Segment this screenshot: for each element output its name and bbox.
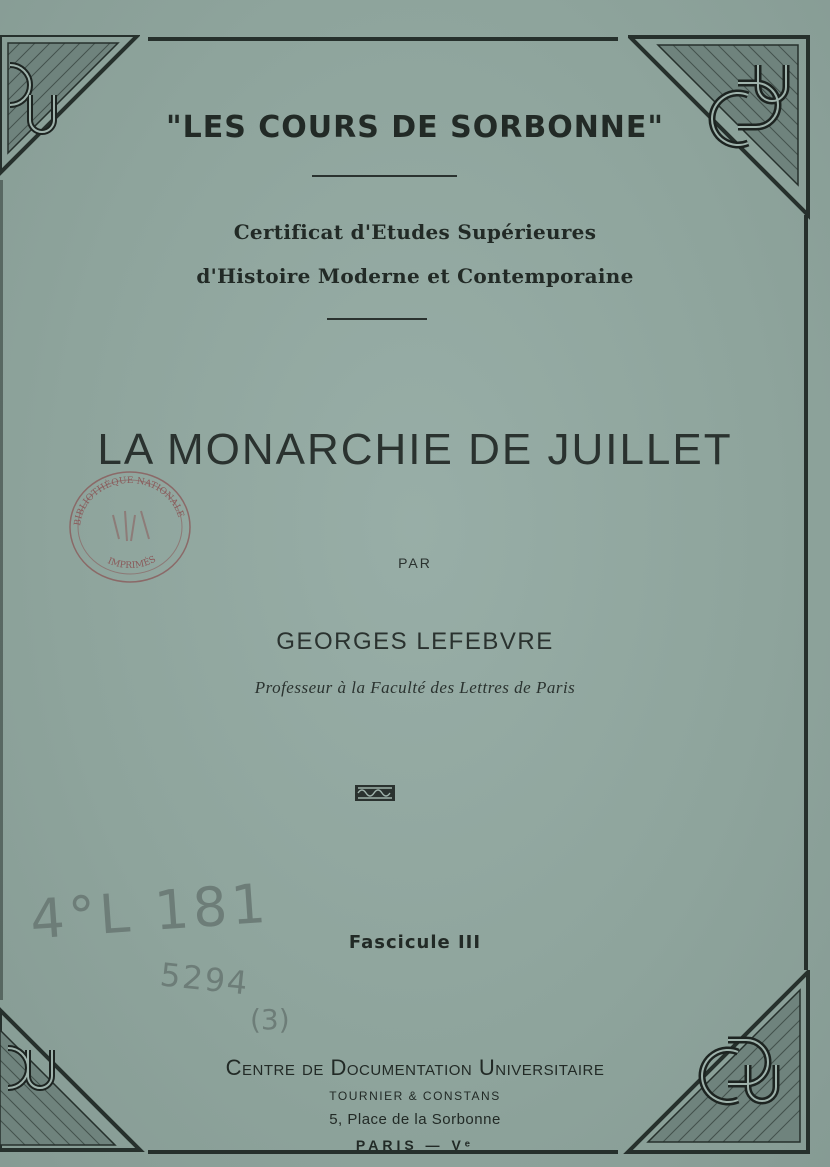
fascicule-label: Fascicule III	[348, 932, 482, 953]
stamp-text-bottom: IMPRIMÉS	[105, 554, 158, 572]
author-name: GEORGES LEFEBVRE	[276, 628, 554, 655]
stamp-text-top: BIBLIOTHÈQUE NATIONALE	[73, 475, 186, 527]
handwritten-number: 5294	[158, 955, 252, 1003]
handwritten-volume: (3)	[250, 1003, 290, 1036]
frame-top-line	[148, 37, 618, 41]
corner-ornament-top-left	[0, 35, 140, 180]
publisher-address: 5, Place de la Sorbonne	[329, 1111, 501, 1128]
publisher-name: Centre de Documentation Universitaire	[225, 1055, 605, 1080]
certificate-line-1: Certificat d'Etudes Supérieures	[233, 220, 597, 244]
handwritten-shelfmark: 4°L 181	[28, 871, 272, 952]
certificate-line-2: d'Histoire Moderne et Contemporaine	[196, 264, 634, 288]
author-position: Professeur à la Faculté des Lettres de Paris	[254, 678, 576, 697]
series-title: "LES COURS DE SORBONNE"	[165, 110, 665, 145]
publisher-firm: TOURNIER & CONSTANS	[329, 1089, 501, 1103]
frame-right-line	[804, 215, 808, 970]
by-label: PAR	[398, 555, 432, 571]
frame-left-line	[0, 180, 3, 1000]
rule-under-series	[312, 175, 457, 177]
printer-ornament	[354, 783, 396, 803]
publisher-city: PARIS — Vᵉ	[355, 1137, 475, 1153]
rule-under-certificate	[327, 318, 427, 320]
book-title: LA MONARCHIE DE JUILLET	[97, 425, 733, 474]
